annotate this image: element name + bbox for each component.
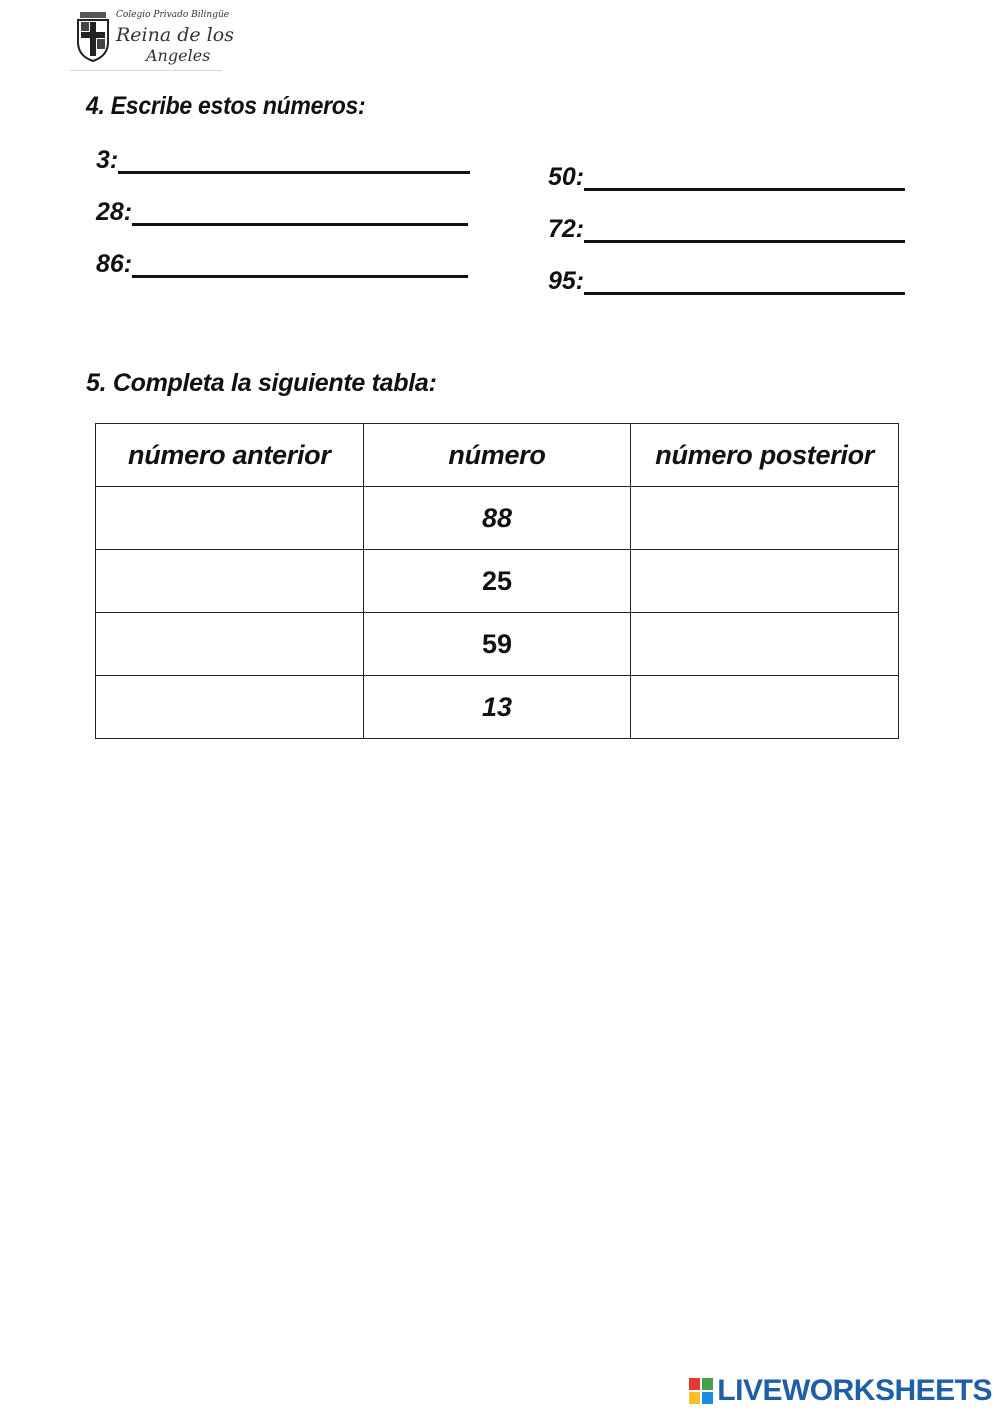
answer-line[interactable]: [132, 199, 468, 226]
answer-line[interactable]: [584, 164, 905, 191]
liveworksheets-brand: [689, 1374, 992, 1408]
write-label: 28:: [96, 198, 133, 226]
write-row-28: [96, 198, 468, 226]
school-name-line1: Colegio Privado Bilingüe: [116, 10, 230, 20]
next-number-cell[interactable]: [631, 550, 899, 613]
write-label: 86:: [96, 250, 133, 278]
brand-text: LIVEWORKSHEETS: [717, 1374, 992, 1407]
exercise-4-title: 4. Escribe estos números:: [86, 92, 366, 120]
table-row: [96, 676, 899, 739]
school-crest-icon: [76, 12, 110, 62]
number-cell: 13: [363, 676, 631, 739]
school-name-line2: Reina de los: [116, 24, 234, 46]
table-row: [96, 550, 899, 613]
write-label: 72:: [548, 215, 585, 243]
answer-line[interactable]: [118, 147, 470, 174]
answer-line[interactable]: [584, 268, 905, 295]
school-logo: [70, 8, 234, 71]
next-number-cell[interactable]: [631, 613, 899, 676]
previous-number-cell[interactable]: [96, 676, 364, 739]
write-label: 3:: [96, 146, 119, 174]
next-number-cell[interactable]: [631, 487, 899, 550]
write-row-95: [548, 267, 905, 295]
header-previous-number: número anterior: [96, 424, 364, 487]
number-table: [95, 423, 899, 739]
exercise-5-title: 5. Completa la siguiente tabla:: [86, 369, 437, 397]
answer-line[interactable]: [132, 251, 468, 278]
write-row-3: [96, 146, 470, 174]
header-next-number: número posterior: [631, 424, 899, 487]
table-row: [96, 487, 899, 550]
write-row-86: [96, 250, 468, 278]
write-label: 95:: [548, 267, 585, 295]
write-row-50: [548, 163, 905, 191]
table-row: [96, 613, 899, 676]
answer-line[interactable]: [584, 216, 905, 243]
previous-number-cell[interactable]: [96, 487, 364, 550]
next-number-cell[interactable]: [631, 676, 899, 739]
number-cell: 88: [363, 487, 631, 550]
header-number: número: [363, 424, 631, 487]
school-name-line3: Angeles: [146, 46, 211, 65]
number-cell: 25: [363, 550, 631, 613]
previous-number-cell[interactable]: [96, 550, 364, 613]
previous-number-cell[interactable]: [96, 613, 364, 676]
number-cell: 59: [363, 613, 631, 676]
write-row-72: [548, 215, 905, 243]
liveworksheets-logo-icon: [689, 1376, 715, 1406]
write-label: 50:: [548, 163, 585, 191]
table-header-row: [96, 424, 899, 487]
